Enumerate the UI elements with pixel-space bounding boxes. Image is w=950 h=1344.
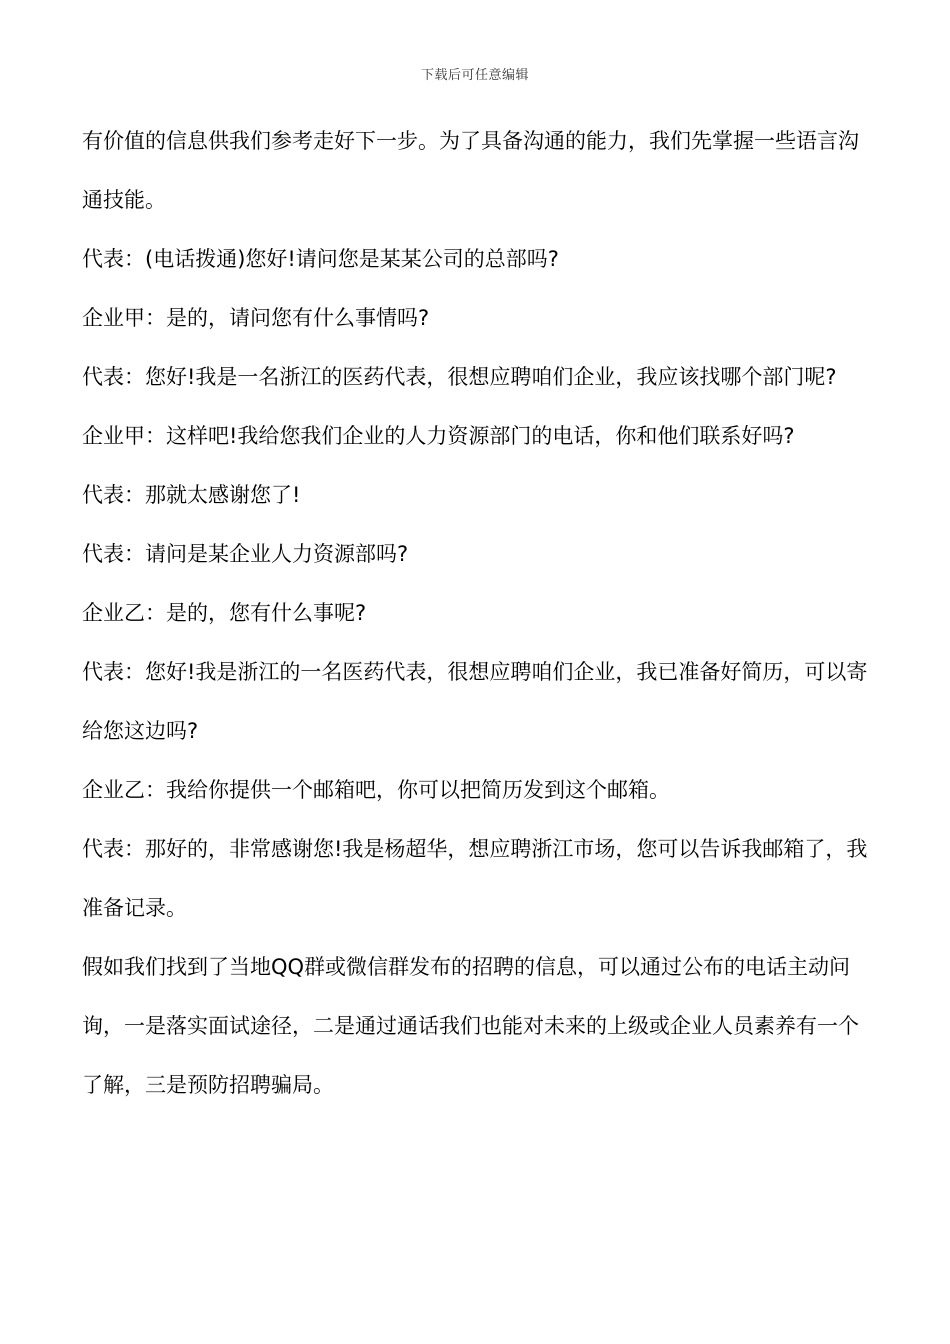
paragraph: 企业乙：是的，您有什么事呢? bbox=[82, 601, 367, 625]
paragraph: 代表：那好的，非常感谢您!我是杨超华，想应聘浙江市场，您可以告诉我邮箱了，我准备记录。 bbox=[82, 837, 868, 920]
paragraph: 代表：您好!我是浙江的一名医药代表，很想应聘咱们企业，我已准备好简历，可以寄给您这边吗? bbox=[82, 660, 868, 743]
paragraph: 代表：您好!我是一名浙江的医药代表，很想应聘咱们企业，我应该找哪个部门呢? bbox=[82, 365, 837, 389]
paragraph: 企业甲：这样吧!我给您我们企业的人力资源部门的电话，你和他们联系好吗? bbox=[82, 424, 795, 448]
paragraph: 代表：(电话拨通)您好!请问您是某某公司的总部吗? bbox=[82, 247, 559, 271]
paragraph: 企业甲：是的，请问您有什么事情吗? bbox=[82, 306, 430, 330]
paragraph: 有价值的信息供我们参考走好下一步。为了具备沟通的能力，我们先掌握一些语言沟通技能。 bbox=[82, 129, 859, 212]
document-body bbox=[82, 112, 874, 1115]
paragraph: 假如我们找到了当地QQ群或微信群发布的招聘的信息，可以通过公布的电话主动问询，一是落实面试途径，二是通过通话我们也能对未来的上级或企业人员素养有一个了解，三是预防招聘骗局。 bbox=[82, 955, 859, 1097]
paragraph: 代表：那就太感谢您了! bbox=[82, 483, 301, 507]
paragraph: 企业乙：我给你提供一个邮箱吧，你可以把简历发到这个邮箱。 bbox=[82, 778, 670, 802]
page-header: 下载后可任意编辑 bbox=[420, 68, 529, 83]
paragraph: 代表：请问是某企业人力资源部吗? bbox=[82, 542, 409, 566]
